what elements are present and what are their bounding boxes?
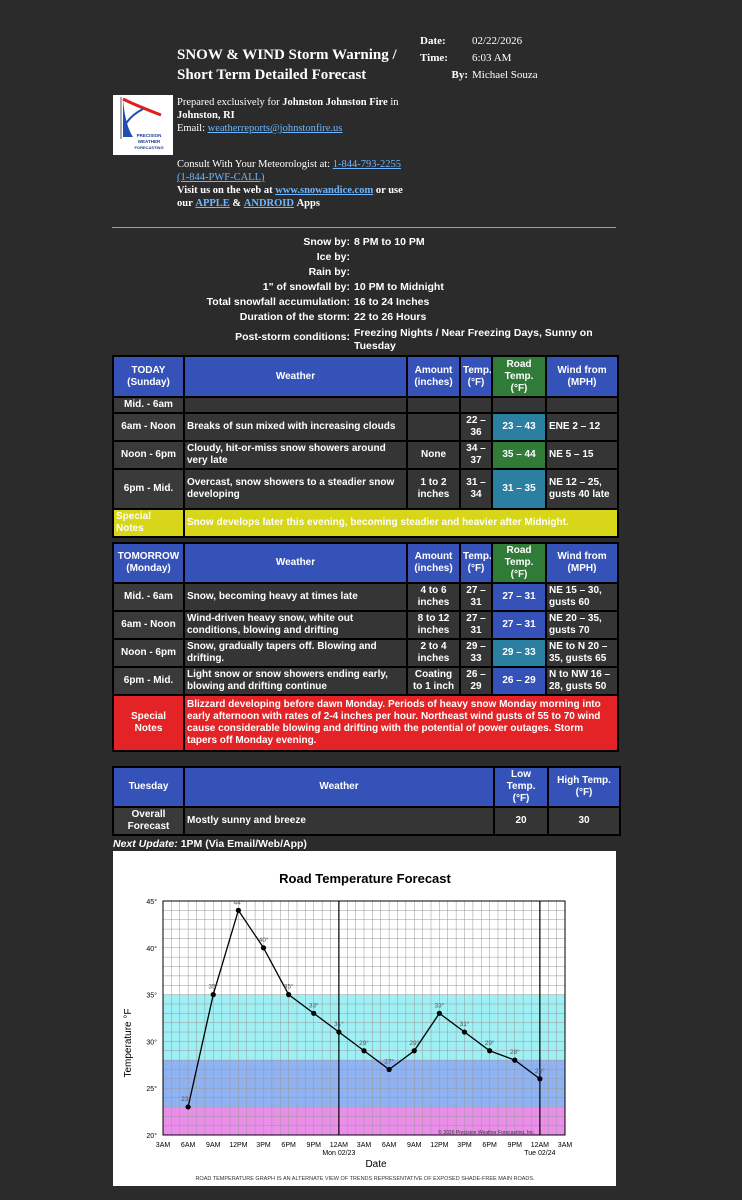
period-cell: Noon - 6pm	[113, 639, 184, 667]
period-cell: 6am - Noon	[113, 611, 184, 639]
or-use-text: or use	[375, 185, 403, 196]
wind-cell: NE 5 – 15	[546, 441, 618, 469]
special-notes-text: Blizzard developing before dawn Monday. Periods of heavy snow Monday morning into early afternoon with rates of 2-4 inches per hour. Northeast wind gusts of 55 to 70 wind cause considerable blowing and drifting with the potential of power outages. Storm tapers off Monday evening.	[184, 695, 618, 751]
apple-app-link[interactable]: APPLE	[195, 198, 230, 209]
summary-value	[354, 250, 616, 265]
android-app-link[interactable]: ANDROID	[243, 198, 294, 209]
data-point	[336, 1029, 341, 1034]
data-point	[286, 992, 291, 997]
y-tick-label: 30°	[146, 1039, 157, 1047]
x-tick-label: 9AM	[206, 1142, 221, 1149]
col-weather: Weather	[184, 356, 407, 397]
summary-value: 10 PM to Midnight	[354, 281, 444, 293]
amount-cell: 2 to 4 inches	[407, 639, 460, 667]
y-axis-label: Temperature °F	[123, 1008, 134, 1078]
email-label: Email:	[177, 123, 205, 134]
data-label: 28°	[509, 1049, 520, 1057]
low-temp-cell: 20	[494, 807, 548, 835]
x-tick-label: 9PM	[306, 1142, 321, 1149]
x-tick-label: 9AM	[407, 1142, 422, 1149]
table-header-row	[113, 356, 618, 397]
summary-label: Rain by:	[308, 266, 350, 278]
high-temp-cell: 30	[548, 807, 620, 835]
summary-row	[112, 280, 616, 295]
client-email-link[interactable]: weatherreports@johnstonfire.us	[207, 123, 343, 134]
x-tick-label: 12AM	[329, 1142, 349, 1149]
day-label: Mon 02/23	[322, 1150, 356, 1157]
weather-cell: Light snow or snow showers ending early, blowing and drifting continue	[184, 667, 407, 695]
x-axis-label: Date	[365, 1159, 387, 1170]
temp-cell: 31 – 34	[460, 469, 492, 509]
table-row	[113, 807, 620, 835]
our-text: our	[177, 198, 193, 209]
data-point	[512, 1058, 517, 1063]
wind-cell	[546, 397, 618, 413]
prepared-for	[177, 96, 407, 135]
summary-label: Snow by:	[303, 236, 350, 248]
period-cell: Noon - 6pm	[113, 441, 184, 469]
x-tick-label: 12AM	[530, 1142, 550, 1149]
next-update-label: Next Update:	[113, 838, 178, 850]
temp-cell: 29 – 33	[460, 639, 492, 667]
phone-alt-link[interactable]: (1-844-PWF-CALL)	[177, 172, 265, 183]
x-tick-label: 6AM	[381, 1142, 397, 1149]
amount-cell: Coating to 1 inch	[407, 667, 460, 695]
x-tick-label: 6AM	[180, 1142, 196, 1149]
data-label: 31°	[459, 1021, 470, 1029]
data-label: 44°	[233, 899, 244, 907]
special-notes-text: Snow develops later this evening, becoming steadier and heavier after Midnight.	[184, 509, 618, 537]
chart-footnote: ROAD TEMPERATURE GRAPH IS AN ALTERNATE VIEW OF TRENDS REPRESENTATIVE OF EXPOSED SHADE-FREE MAIN ROADS.	[195, 1176, 535, 1182]
special-notes-label: Special Notes	[113, 509, 184, 537]
apps-text: Apps	[296, 198, 320, 209]
summary-row	[112, 250, 616, 265]
table-row	[113, 583, 618, 611]
col-weather: Weather	[184, 543, 407, 583]
data-label: 33°	[434, 1002, 445, 1010]
summary-row	[112, 295, 616, 310]
logo-line-1: PRECISION	[136, 133, 162, 138]
x-tick-label: 3AM	[155, 1142, 171, 1149]
next-update	[113, 838, 307, 850]
data-label: 29°	[484, 1039, 495, 1047]
chart-title: Road Temperature Forecast	[279, 871, 451, 886]
data-label: 31°	[333, 1021, 344, 1029]
temp-cell: 34 – 37	[460, 441, 492, 469]
table-header-row	[113, 767, 620, 807]
data-point	[437, 1011, 442, 1016]
weather-cell: Mostly sunny and breeze	[184, 807, 494, 835]
road-temp-cell: 23 – 43	[492, 413, 546, 441]
weather-cell: Snow, gradually tapers off. Blowing and drifting.	[184, 639, 407, 667]
consult-text: Consult With Your Meteorologist at:	[177, 159, 331, 170]
col-wind: Wind from (MPH)	[546, 543, 618, 583]
amount-cell: 4 to 6 inches	[407, 583, 460, 611]
next-update-value: 1PM (Via Email/Web/App)	[180, 838, 307, 850]
period-cell: 6pm - Mid.	[113, 667, 184, 695]
road-temp-cell: 26 – 29	[492, 667, 546, 695]
temp-cell: 27 – 31	[460, 583, 492, 611]
data-point	[211, 992, 216, 997]
amount-cell: None	[407, 441, 460, 469]
storm-summary	[112, 235, 616, 353]
data-label: 29°	[359, 1039, 369, 1047]
data-point	[311, 1011, 316, 1016]
col-temp: Temp. (°F)	[460, 356, 492, 397]
x-tick-label: 3PM	[256, 1142, 271, 1149]
data-label: 27°	[384, 1058, 395, 1066]
data-point	[186, 1104, 191, 1109]
report-time: 6:03 AM	[472, 52, 512, 64]
wind-cell: NE 15 – 30, gusts 60	[546, 583, 618, 611]
data-point	[387, 1067, 392, 1072]
data-point	[537, 1076, 542, 1081]
tuesday-title: Tuesday	[113, 767, 184, 807]
x-tick-label: 3PM	[457, 1142, 472, 1149]
tomorrow-forecast-table	[112, 542, 619, 752]
amount-cell	[407, 413, 460, 441]
summary-label: 1" of snowfall by:	[262, 281, 350, 293]
tomorrow-title: TOMORROW (Monday)	[113, 543, 184, 583]
header-divider	[112, 227, 616, 228]
period-cell: 6am - Noon	[113, 413, 184, 441]
client-name: Johnston Johnston Fire	[282, 97, 388, 108]
prepared-in: in	[390, 97, 399, 108]
road-temp-cell: 27 – 31	[492, 583, 546, 611]
data-point	[412, 1048, 417, 1053]
x-tick-label: 9PM	[507, 1142, 522, 1149]
y-tick-label: 35°	[146, 992, 157, 1000]
prepared-prefix: Prepared exclusively for	[177, 97, 280, 108]
data-label: 40°	[258, 936, 269, 944]
data-label: 35°	[208, 983, 219, 991]
temp-cell: 26 – 29	[460, 667, 492, 695]
consult-info	[177, 158, 427, 210]
data-point	[462, 1029, 467, 1034]
wind-cell: NE 20 – 35, gusts 70	[546, 611, 618, 639]
road-temp-cell: 29 – 33	[492, 639, 546, 667]
x-tick-label: 3AM	[557, 1142, 573, 1149]
data-point	[361, 1048, 366, 1053]
summary-value: 22 to 26 Hours	[354, 311, 427, 323]
summary-row	[112, 310, 616, 325]
report-author: Michael Souza	[472, 69, 538, 81]
data-point	[487, 1048, 492, 1053]
report-date: 02/22/2026	[472, 35, 523, 47]
col-temp: Temp. (°F)	[460, 543, 492, 583]
data-label: 35°	[283, 983, 294, 991]
road-temperature-chart	[113, 851, 616, 1186]
data-label: 33°	[308, 1002, 319, 1010]
summary-label: Post-storm conditions:	[235, 331, 350, 343]
weather-cell: Breaks of sun mixed with increasing clouds	[184, 413, 407, 441]
col-wind: Wind from (MPH)	[546, 356, 618, 397]
day-label: Tue 02/24	[524, 1150, 556, 1157]
temp-cell: 22 – 36	[460, 413, 492, 441]
data-point	[236, 908, 241, 913]
temp-cell	[460, 397, 492, 413]
summary-value	[354, 265, 616, 280]
web-text: Visit us on the web at	[177, 185, 273, 196]
chart-copyright: © 2026 Precision Weather Forecasting, Inc.	[438, 1130, 535, 1136]
x-tick-label: 3AM	[356, 1142, 372, 1149]
table-row	[113, 667, 618, 695]
y-tick-label: 40°	[146, 945, 157, 953]
summary-row	[112, 327, 616, 353]
table-row	[113, 397, 618, 413]
x-tick-label: 12PM	[430, 1142, 449, 1149]
table-header-row	[113, 543, 618, 583]
logo-line-2: WEATHER	[137, 139, 161, 144]
col-amount: Amount (inches)	[407, 356, 460, 397]
temp-cell: 27 – 31	[460, 611, 492, 639]
special-notes-row	[113, 509, 618, 537]
weather-cell: Cloudy, hit-or-miss snow showers around very late	[184, 441, 407, 469]
period-cell: Overall Forecast	[113, 807, 184, 835]
x-tick-label: 6PM	[482, 1142, 497, 1149]
weather-cell	[184, 397, 407, 413]
col-high-temp: High Temp. (°F)	[548, 767, 620, 807]
today-title: TODAY (Sunday)	[113, 356, 184, 397]
summary-value: 8 PM to 10 PM	[354, 236, 425, 248]
tuesday-forecast-table	[112, 766, 621, 836]
wind-cell: NE 12 – 25, gusts 40 late	[546, 469, 618, 509]
wind-cell: ENE 2 – 12	[546, 413, 618, 441]
logo-line-3: FORECASTING	[134, 145, 164, 150]
summary-value: 16 to 24 Inches	[354, 296, 430, 308]
today-forecast-table	[112, 355, 619, 538]
table-row	[113, 611, 618, 639]
data-point	[261, 945, 266, 950]
summary-value: Freezing Nights / Near Freezing Days, Sunny on Tuesday	[354, 327, 593, 352]
y-tick-label: 20°	[146, 1133, 157, 1140]
col-road-temp: Road Temp. (°F)	[492, 356, 546, 397]
weather-cell: Overcast, snow showers to a steadier snow developing	[184, 469, 407, 509]
special-notes-row	[113, 695, 618, 751]
table-row	[113, 469, 618, 509]
amount-cell: 8 to 12 inches	[407, 611, 460, 639]
amount-cell: 1 to 2 inches	[407, 469, 460, 509]
y-tick-label: 25°	[146, 1086, 157, 1094]
road-temp-cell: 35 – 44	[492, 441, 546, 469]
report-title: SNOW & WIND Storm Warning / Short Term Detailed Forecast	[177, 47, 397, 83]
period-cell: Mid. - 6am	[113, 583, 184, 611]
road-temp-cell	[492, 397, 546, 413]
by-label: By:	[451, 69, 468, 81]
road-temp-cell: 27 – 31	[492, 611, 546, 639]
summary-label: Duration of the storm:	[239, 311, 350, 323]
data-label: 26°	[534, 1067, 545, 1075]
client-location: Johnston, RI	[177, 110, 235, 121]
report-meta	[420, 33, 538, 84]
weather-cell: Wind-driven heavy snow, white out conditions, blowing and drifting	[184, 611, 407, 639]
precision-weather-logo	[113, 95, 173, 155]
amount-cell	[407, 397, 460, 413]
wind-cell: N to NW 16 – 28, gusts 50	[546, 667, 618, 695]
summary-label: Total snowfall accumulation:	[206, 296, 350, 308]
road-temp-cell: 31 – 35	[492, 469, 546, 509]
wind-cell: NE to N 20 – 35, gusts 65	[546, 639, 618, 667]
weather-cell: Snow, becoming heavy at times late	[184, 583, 407, 611]
date-label: Date:	[420, 35, 446, 47]
table-row	[113, 441, 618, 469]
table-row	[113, 639, 618, 667]
col-amount: Amount (inches)	[407, 543, 460, 583]
website-link[interactable]: www.snowandice.com	[275, 185, 374, 196]
summary-row	[112, 265, 616, 280]
period-cell: 6pm - Mid.	[113, 469, 184, 509]
col-low-temp: Low Temp. (°F)	[494, 767, 548, 807]
y-tick-label: 45°	[146, 899, 157, 906]
col-weather: Weather	[184, 767, 494, 807]
table-row	[113, 413, 618, 441]
x-tick-label: 6PM	[281, 1142, 296, 1149]
time-label: Time:	[420, 52, 448, 64]
summary-label: Ice by:	[316, 251, 350, 263]
summary-row	[112, 235, 616, 250]
data-label: 23°	[181, 1095, 192, 1103]
period-cell: Mid. - 6am	[113, 397, 184, 413]
phone-link[interactable]: 1-844-793-2255	[332, 159, 401, 170]
amp-text: &	[232, 198, 242, 209]
x-tick-label: 12PM	[229, 1142, 248, 1149]
data-label: 29°	[409, 1039, 420, 1047]
special-notes-label: Special Notes	[113, 695, 184, 751]
col-road-temp: Road Temp. (°F)	[492, 543, 546, 583]
